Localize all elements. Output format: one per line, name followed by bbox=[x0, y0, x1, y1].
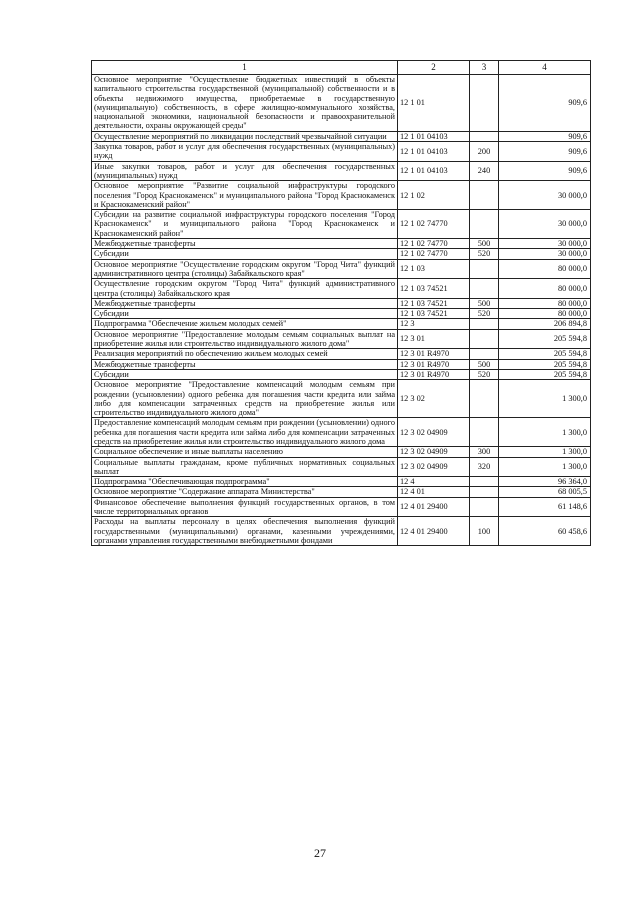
row-code-cell: 12 1 03 74521 bbox=[398, 298, 470, 308]
row-name-cell: Межбюджетные трансферты bbox=[92, 298, 398, 308]
row-name-cell: Подпрограмма "Обеспечивающая подпрограмма" bbox=[92, 477, 398, 487]
row-expense-type-cell bbox=[470, 380, 499, 418]
row-expense-type-cell bbox=[470, 181, 499, 210]
row-expense-type-cell bbox=[470, 418, 499, 447]
row-name-cell: Основное мероприятие "Осуществление бюджетных инвестиций в объекты капитального строительства государственной (муниципальной) собственности и в объекты недвижимого имущества, приобретаемые в государственную (муниципальную) собственность, в сфере жилищно-коммунального хозяйства, национальной экономики, национальной безопасности и правоохранительной деятельности, охраны окружающей среды" bbox=[92, 75, 398, 132]
row-name-cell: Осуществление мероприятий по ликвидации последствий чрезвычайной ситуации bbox=[92, 131, 398, 141]
row-code-cell: 12 1 01 04103 bbox=[398, 161, 470, 181]
row-expense-type-cell bbox=[470, 319, 499, 329]
row-sum-cell: 96 364,0 bbox=[499, 477, 591, 487]
row-expense-type-cell: 320 bbox=[470, 457, 499, 477]
row-name-cell: Реализация мероприятий по обеспечению жильем молодых семей bbox=[92, 349, 398, 359]
row-code-cell: 12 4 bbox=[398, 477, 470, 487]
row-expense-type-cell: 100 bbox=[470, 517, 499, 546]
table-row bbox=[92, 329, 591, 349]
row-expense-type-cell: 500 bbox=[470, 359, 499, 369]
budget-table-sheet bbox=[91, 60, 590, 546]
table-row bbox=[92, 309, 591, 319]
row-code-cell: 12 1 03 bbox=[398, 259, 470, 279]
row-sum-cell: 60 458,6 bbox=[499, 517, 591, 546]
row-code-cell: 12 1 01 bbox=[398, 75, 470, 132]
row-name-cell: Финансовое обеспечение выполнения функций государственных органов, в том числе территориальных органов bbox=[92, 497, 398, 517]
row-name-cell: Иные закупки товаров, работ и услуг для обеспечения государственных (муниципальных) нужд bbox=[92, 161, 398, 181]
header-col-3: 3 bbox=[470, 61, 499, 75]
table-row bbox=[92, 75, 591, 132]
row-sum-cell: 80 000,0 bbox=[499, 259, 591, 279]
table-row bbox=[92, 142, 591, 162]
row-code-cell: 12 3 02 04909 bbox=[398, 418, 470, 447]
row-code-cell: 12 3 01 R4970 bbox=[398, 369, 470, 379]
table-row bbox=[92, 477, 591, 487]
row-expense-type-cell bbox=[470, 329, 499, 349]
row-code-cell: 12 1 03 74521 bbox=[398, 309, 470, 319]
row-sum-cell: 205 594,8 bbox=[499, 349, 591, 359]
row-sum-cell: 30 000,0 bbox=[499, 210, 591, 239]
row-sum-cell: 30 000,0 bbox=[499, 181, 591, 210]
row-name-cell: Расходы на выплаты персоналу в целях обеспечения выполнения функций государственными (муниципальными) органами, казенными учреждениями, органами управления государственными внебюджетными фондами bbox=[92, 517, 398, 546]
table-row bbox=[92, 487, 591, 497]
table-row bbox=[92, 298, 591, 308]
row-expense-type-cell bbox=[470, 349, 499, 359]
row-name-cell: Субсидии bbox=[92, 249, 398, 259]
row-expense-type-cell: 240 bbox=[470, 161, 499, 181]
table-row bbox=[92, 249, 591, 259]
table-row bbox=[92, 369, 591, 379]
row-code-cell: 12 1 02 bbox=[398, 181, 470, 210]
row-name-cell: Социальные выплаты гражданам, кроме публичных нормативных социальных выплат bbox=[92, 457, 398, 477]
header-col-1: 1 bbox=[92, 61, 398, 75]
row-code-cell: 12 1 02 74770 bbox=[398, 239, 470, 249]
row-code-cell: 12 4 01 29400 bbox=[398, 497, 470, 517]
row-sum-cell: 909,6 bbox=[499, 75, 591, 132]
row-code-cell: 12 1 03 74521 bbox=[398, 279, 470, 299]
row-sum-cell: 1 300,0 bbox=[499, 418, 591, 447]
table-header-row bbox=[92, 61, 591, 75]
row-name-cell: Основное мероприятие "Предоставление компенсаций молодым семьям при рождении (усыновлении) одного ребенка для погашения части кредита или займа либо для компенсации затраченных средств на приобретение жилья или строительство индивидуального жилого дома" bbox=[92, 380, 398, 418]
row-sum-cell: 68 005,5 bbox=[499, 487, 591, 497]
table-row bbox=[92, 447, 591, 457]
row-sum-cell: 205 594,8 bbox=[499, 359, 591, 369]
row-code-cell: 12 3 02 04909 bbox=[398, 447, 470, 457]
row-expense-type-cell: 300 bbox=[470, 447, 499, 457]
row-name-cell: Субсидии bbox=[92, 369, 398, 379]
table-body bbox=[92, 75, 591, 546]
row-sum-cell: 80 000,0 bbox=[499, 279, 591, 299]
table-row bbox=[92, 359, 591, 369]
header-col-2: 2 bbox=[398, 61, 470, 75]
row-code-cell: 12 1 02 74770 bbox=[398, 210, 470, 239]
row-expense-type-cell: 520 bbox=[470, 369, 499, 379]
row-sum-cell: 1 300,0 bbox=[499, 457, 591, 477]
row-code-cell: 12 1 02 74770 bbox=[398, 249, 470, 259]
page-number: 27 bbox=[314, 846, 326, 860]
row-sum-cell: 80 000,0 bbox=[499, 309, 591, 319]
row-expense-type-cell bbox=[470, 259, 499, 279]
row-code-cell: 12 1 01 04103 bbox=[398, 142, 470, 162]
row-name-cell: Основное мероприятие "Содержание аппарата Министерства" bbox=[92, 487, 398, 497]
row-expense-type-cell: 500 bbox=[470, 239, 499, 249]
table-row bbox=[92, 319, 591, 329]
row-sum-cell: 909,6 bbox=[499, 161, 591, 181]
table-row bbox=[92, 497, 591, 517]
row-name-cell: Межбюджетные трансферты bbox=[92, 359, 398, 369]
budget-table bbox=[91, 60, 591, 546]
row-name-cell: Основное мероприятие "Развитие социальной инфраструктуры городского поселения "Город Краснокаменск" и муниципального района "Город Краснокаменск и Краснокаменский район" bbox=[92, 181, 398, 210]
row-name-cell: Субсидии на развитие социальной инфраструктуры городского поселения "Город Краснокаменск" и муниципального района "Город Краснокаменск и Краснокаменский район" bbox=[92, 210, 398, 239]
row-code-cell: 12 3 01 R4970 bbox=[398, 349, 470, 359]
row-sum-cell: 30 000,0 bbox=[499, 249, 591, 259]
table-row bbox=[92, 210, 591, 239]
row-name-cell: Закупка товаров, работ и услуг для обеспечения государственных (муниципальных) нужд bbox=[92, 142, 398, 162]
row-code-cell: 12 3 bbox=[398, 319, 470, 329]
row-sum-cell: 909,6 bbox=[499, 142, 591, 162]
table-row bbox=[92, 131, 591, 141]
row-expense-type-cell bbox=[470, 75, 499, 132]
row-sum-cell: 1 300,0 bbox=[499, 447, 591, 457]
row-name-cell: Осуществление городским округом "Город Чита" функций административного центра (столицы) Забайкальского края bbox=[92, 279, 398, 299]
row-code-cell: 12 1 01 04103 bbox=[398, 131, 470, 141]
row-code-cell: 12 3 01 R4970 bbox=[398, 359, 470, 369]
row-sum-cell: 1 300,0 bbox=[499, 380, 591, 418]
row-expense-type-cell: 200 bbox=[470, 142, 499, 162]
row-expense-type-cell: 500 bbox=[470, 298, 499, 308]
row-code-cell: 12 3 01 bbox=[398, 329, 470, 349]
row-code-cell: 12 3 02 bbox=[398, 380, 470, 418]
row-name-cell: Социальное обеспечение и иные выплаты населению bbox=[92, 447, 398, 457]
row-expense-type-cell bbox=[470, 487, 499, 497]
table-row bbox=[92, 457, 591, 477]
row-name-cell: Подпрограмма "Обеспечение жильем молодых семей" bbox=[92, 319, 398, 329]
table-row bbox=[92, 239, 591, 249]
table-row bbox=[92, 161, 591, 181]
row-name-cell: Основное мероприятие "Осуществление городским округом "Город Чита" функций административного центра (столицы) Забайкальского края" bbox=[92, 259, 398, 279]
row-name-cell: Межбюджетные трансферты bbox=[92, 239, 398, 249]
row-expense-type-cell bbox=[470, 497, 499, 517]
row-expense-type-cell bbox=[470, 131, 499, 141]
row-name-cell: Субсидии bbox=[92, 309, 398, 319]
row-sum-cell: 206 894,8 bbox=[499, 319, 591, 329]
row-code-cell: 12 4 01 bbox=[398, 487, 470, 497]
row-expense-type-cell bbox=[470, 477, 499, 487]
table-row bbox=[92, 349, 591, 359]
row-name-cell: Предоставление компенсаций молодым семьям при рождении (усыновлении) одного ребенка для погашения части кредита или займа либо для компенсации затраченных средств на приобретение жилья или строительство индивидуального жилого дома bbox=[92, 418, 398, 447]
table-row bbox=[92, 517, 591, 546]
table-row bbox=[92, 418, 591, 447]
table-row bbox=[92, 279, 591, 299]
row-code-cell: 12 4 01 29400 bbox=[398, 517, 470, 546]
header-col-4: 4 bbox=[499, 61, 591, 75]
row-sum-cell: 61 148,6 bbox=[499, 497, 591, 517]
row-sum-cell: 30 000,0 bbox=[499, 239, 591, 249]
table-row bbox=[92, 380, 591, 418]
row-sum-cell: 205 594,8 bbox=[499, 329, 591, 349]
table-row bbox=[92, 181, 591, 210]
row-name-cell: Основное мероприятие "Предоставление молодым семьям социальных выплат на приобретение жилья или строительство индивидуального жилого дома" bbox=[92, 329, 398, 349]
row-sum-cell: 909,6 bbox=[499, 131, 591, 141]
row-expense-type-cell bbox=[470, 279, 499, 299]
row-code-cell: 12 3 02 04909 bbox=[398, 457, 470, 477]
row-sum-cell: 80 000,0 bbox=[499, 298, 591, 308]
table-row bbox=[92, 259, 591, 279]
row-expense-type-cell: 520 bbox=[470, 249, 499, 259]
row-expense-type-cell bbox=[470, 210, 499, 239]
row-expense-type-cell: 520 bbox=[470, 309, 499, 319]
row-sum-cell: 205 594,8 bbox=[499, 369, 591, 379]
